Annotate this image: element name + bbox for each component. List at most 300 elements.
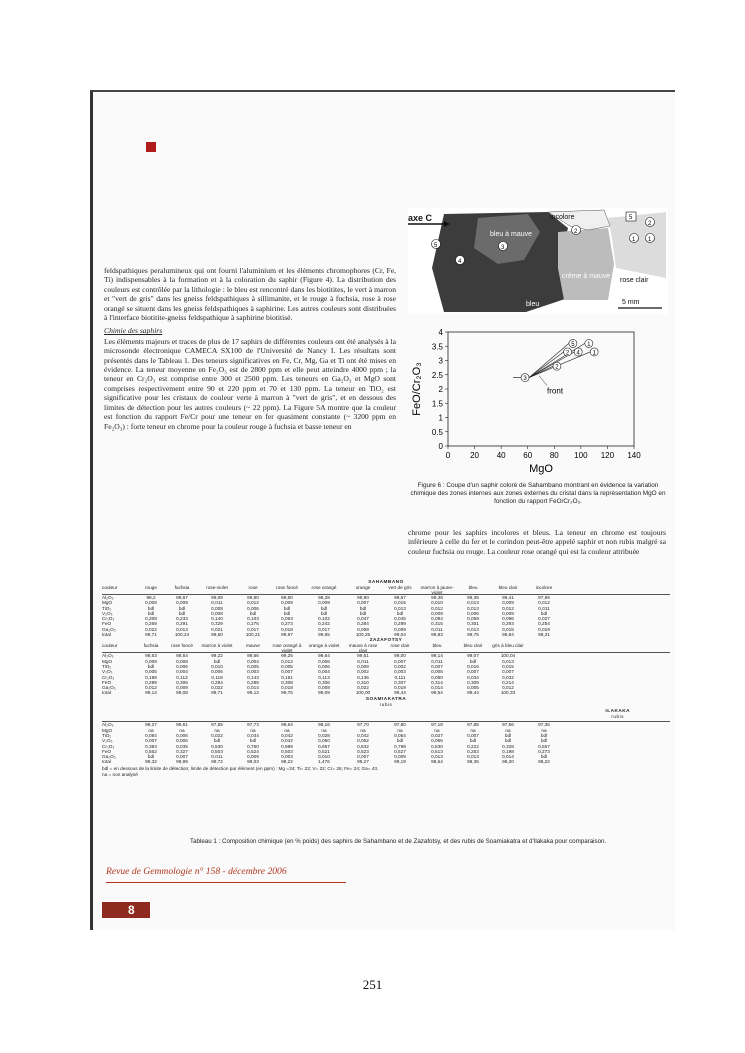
table-note: bdl = en dessous de la limite de détection; limite de détection par élément (en ppm) : Mg =34; Ti= 22; V= 22; Cr= 26; Fe= 24; Ga= 43. [102, 765, 379, 771]
table-cell: 0,013 [467, 605, 479, 611]
table-cell: 0,306 [176, 679, 188, 685]
table-header-cell: rose-violet [206, 585, 228, 590]
table-cell: 99,44 [467, 690, 479, 696]
svg-text:5: 5 [629, 215, 633, 221]
table-cell: 0,010 [318, 754, 330, 760]
table-cell: 0,005 [145, 669, 157, 675]
map-number-4 [456, 256, 465, 266]
table-header-cell: incolore [535, 585, 553, 590]
table-cell: 0,006 [318, 663, 330, 669]
table-cell: 0,557 [538, 743, 550, 749]
table-cell: 0,521 [318, 748, 330, 754]
y-tick-label: 0 [438, 442, 443, 451]
table-cell: TiO₂ [102, 663, 112, 669]
table-cell: 0,524 [247, 748, 259, 754]
point-connector [529, 343, 569, 377]
table-cell: 0,045 [394, 616, 406, 622]
table-cell: FeO [102, 621, 112, 627]
table-cell: 0,007 [502, 669, 514, 675]
table-cell: bdl [540, 738, 548, 744]
table-cell: 1,476 [318, 759, 330, 765]
scan-edge-top [90, 90, 675, 92]
table-cell: 0,008 [211, 605, 223, 611]
table-cell: 98,28 [318, 595, 330, 600]
map-axis-label: axe C [408, 213, 433, 223]
table-cell: 0,002 [357, 669, 369, 675]
data-point-label: 1 [587, 341, 591, 348]
table-cell: total [102, 632, 111, 638]
table-cell: bdl [504, 738, 512, 744]
table-cell: bdl [540, 754, 548, 760]
table-cell: 0,008 [211, 610, 223, 616]
table-cell: 0,005 [467, 685, 479, 691]
table-cell: 0,011 [431, 626, 443, 632]
table-cell: 0,008 [357, 626, 369, 632]
table-cell: 0,009 [247, 754, 259, 760]
table-cell: 0,013 [502, 658, 514, 664]
map-number-2b [572, 226, 581, 236]
plot-frame [448, 332, 634, 446]
table-cell: V₂O₃ [102, 610, 113, 616]
table-cell: 0,006 [176, 738, 188, 744]
table-cell: 0,188 [145, 674, 157, 680]
table-header-cell: couleur [102, 643, 118, 649]
table-header-cell: bleu [468, 585, 478, 590]
table-cell: 0,011 [357, 658, 369, 664]
table-section-title-2: ILAKAKA [605, 707, 630, 713]
table-header-cell: mauve à rose clair [348, 643, 378, 653]
front-annotation: front [547, 386, 564, 396]
table-cell: 0,310 [357, 679, 369, 685]
table-cell: 98,63 [145, 653, 157, 659]
table-cell: 0,009 [318, 685, 330, 691]
table-cell: 0,008 [145, 600, 157, 606]
y-tick-label: 1.5 [431, 399, 443, 409]
table-cell: 0,009 [176, 600, 188, 606]
table-cell: 0,273 [538, 748, 550, 754]
table-cell: 0,019 [538, 626, 550, 632]
table-cell: 0,293 [502, 621, 514, 627]
x-tick-label: 120 [600, 451, 615, 460]
table-header-cell: gris à bleu clair [492, 643, 524, 649]
footer-rule [106, 882, 346, 883]
table-notes [102, 766, 670, 778]
paragraph-1: feldspathiques peralumineux qui ont fourni l'aluminium et les éléments chromophores (Cr, Fe, Ti) indispensables à la formation et à la coloration du saphir (Figure 4). La distribution des couleurs est contrôlée par la lithologie : le bleu est rencontré dans les biotitites, le vert à marron et "vert de gris" dans les gneiss feldspathiques à sillimanite, et le rouge à fuchsia, rose à rose orangé se situent dans les gneiss feldspathiques à saphirine. Les autres couleurs sont distribuées à l'interface biotitite-gneiss feldspathique à saphirine biotitisé. [104, 266, 396, 323]
table-cell: 99,09 [318, 690, 330, 696]
table-cell: 98,31 [538, 632, 550, 638]
y-tick-label: 1 [438, 413, 443, 423]
table-cell: 99,41 [502, 595, 514, 600]
table-cell: 98,16 [318, 722, 330, 728]
table-row [102, 759, 670, 764]
table-cell: 0,004 [176, 669, 188, 675]
table-cell: 0,151 [281, 674, 293, 680]
table-cell: 0,276 [247, 621, 259, 627]
x-axis-label: MgO [529, 463, 553, 475]
table-cell: 0,015 [502, 663, 514, 669]
table-cell: 98,20 [502, 759, 514, 765]
table-cell: 99,19 [394, 759, 406, 765]
table-cell: bdl [147, 663, 155, 669]
table-cell: 0,530 [211, 743, 223, 749]
table-cell: 0,006 [467, 610, 479, 616]
table-cell: 0,059 [467, 616, 479, 622]
table-cell: 0,112 [176, 674, 188, 680]
scan-edge-left [90, 90, 93, 930]
table-cell: 98,35 [467, 759, 479, 765]
table-header-row [102, 643, 670, 653]
table-header-cell: orange [355, 585, 371, 590]
table-cell: 0,012 [502, 605, 514, 611]
table-cell: 98,66 [247, 653, 259, 659]
table-cell: 98,27 [145, 722, 157, 728]
x-tick-label: 140 [627, 451, 641, 460]
table-cell: total [102, 690, 111, 696]
x-tick-label: 20 [470, 451, 480, 460]
table-cell: 0,047 [357, 616, 369, 622]
table-cell: 0,009 [176, 685, 188, 691]
table-cell: na [214, 727, 220, 733]
svg-text:2: 2 [574, 229, 578, 235]
table-cell: 0,503 [281, 748, 293, 754]
table-cell: 99,2 [146, 595, 156, 600]
table-cell: 97,85 [467, 722, 479, 728]
table-header-cell: rose orangé à violet [272, 643, 302, 653]
table-cell: bdl [504, 732, 512, 738]
table-cell: 0,222 [467, 743, 479, 749]
table-cell: 0,513 [431, 748, 443, 754]
table-cell: 0,118 [211, 674, 223, 680]
map-scale-label: 5 mm [622, 299, 640, 306]
table-cell: na [505, 727, 511, 733]
table-cell: 0,327 [176, 748, 188, 754]
table-cell: 0,013 [467, 600, 479, 606]
table-cell: 100,04 [500, 653, 516, 659]
table-cell: 0,309 [467, 679, 479, 685]
table-header-cell: bleu clair [463, 643, 483, 649]
table-cell: 0,010 [211, 663, 223, 669]
table-cell: 0,017 [318, 626, 330, 632]
table-cell: 0,315 [431, 621, 443, 627]
table-cell: 0,208 [145, 616, 157, 622]
map-number-1a [630, 234, 639, 244]
table-cell: 0,008 [357, 663, 369, 669]
table-cell: 0,007 [394, 658, 406, 664]
data-point-label: 5 [571, 341, 575, 348]
table-cell: bdl [540, 610, 548, 616]
table-cell: V₂O₃ [102, 669, 113, 675]
table-cell: na [250, 727, 256, 733]
table-cell: 0,022 [211, 732, 223, 738]
table-cell: 0,006 [211, 669, 223, 675]
table-cell: 0,096 [502, 616, 514, 622]
table-header-cell: rose foncé [171, 643, 193, 649]
composition-table [102, 579, 670, 777]
table-cell: 0,102 [318, 616, 330, 622]
table-cell: 99,71 [145, 632, 157, 638]
table-cell: 0,113 [318, 674, 330, 680]
table-cell: 99,83 [431, 632, 443, 638]
table-cell: 98,64 [176, 653, 188, 659]
table-header-cell: rose [248, 585, 258, 590]
table-cell: 0,291 [176, 621, 188, 627]
table-cell: 0,798 [394, 743, 406, 749]
table-cell: 0,005 [281, 663, 293, 669]
table-cell: 99,51 [176, 722, 188, 728]
table-cell: 0,012 [281, 658, 293, 664]
table-section-subtitle-2: rubis [611, 713, 624, 719]
table-cell: 99,60 [211, 632, 223, 638]
table-cell: bdl [283, 605, 291, 611]
table-cell: 0,011 [431, 658, 443, 664]
table-cell: 0,299 [145, 679, 157, 685]
table-header-cell: rose orangé [311, 585, 337, 590]
table-cell: na [397, 727, 403, 733]
table-cell [526, 690, 562, 695]
front-pointer [539, 376, 547, 386]
svg-text:2: 2 [648, 221, 652, 227]
table-cell: 0,012 [247, 600, 259, 606]
table-header-cell: marron à violet [201, 643, 233, 649]
table-cell: 0,527 [394, 748, 406, 754]
table-cell: 99,08 [176, 690, 188, 696]
table-cell: 0,012 [145, 685, 157, 691]
table-cell: 0,007 [281, 669, 293, 675]
table-cell: na [360, 727, 366, 733]
table-cell: 0,006 [247, 605, 259, 611]
table-cell: 0,060 [318, 738, 330, 744]
table-cell: 0,012 [502, 685, 514, 691]
table-cell: bdl [147, 610, 155, 616]
table-header-cell: orange à violet [308, 643, 340, 649]
table-cell: 99,08 [211, 595, 223, 600]
table-cell: bdl [249, 610, 257, 616]
y-tick-label: 2.5 [431, 370, 443, 380]
table-cell: 0,003 [281, 754, 293, 760]
table-cell: 100,00 [355, 690, 371, 696]
table-cell: 0,523 [357, 748, 369, 754]
table-cell: 0,111 [394, 674, 406, 680]
table-cell: 0,034 [247, 732, 259, 738]
zone-light [558, 228, 614, 300]
table-cell: 0,140 [211, 616, 223, 622]
table-cell: 0,009 [318, 600, 330, 606]
table-cell: 0,284 [357, 621, 369, 627]
table-cell: 98,67 [394, 595, 406, 600]
section-heading: Chimie des saphirs [104, 326, 163, 336]
table-cell: 100,24 [174, 632, 190, 638]
table-cell: 0,018 [281, 626, 293, 632]
table-cell: 0,014 [502, 754, 514, 760]
table-cell: 0,035 [176, 743, 188, 749]
table-cell: 98,64 [318, 653, 330, 659]
table-cell: 0,009 [502, 610, 514, 616]
table-cell: Cr₂O₃ [102, 616, 115, 622]
table-cell: 97,80 [394, 722, 406, 728]
table-cell: 0,003 [394, 669, 406, 675]
table-cell: 0,253 [467, 748, 479, 754]
table-cell: bdl [178, 610, 186, 616]
table-cell: 0,027 [431, 732, 443, 738]
table-header-cell: rose clair [390, 643, 410, 649]
x-tick-label: 100 [574, 451, 588, 460]
table-header-cell: mauve [245, 643, 261, 649]
map-label-bleu-mauve: bleu à mauve [490, 231, 533, 238]
y-axis-label: FeO/Cr₂O₃ [411, 362, 423, 416]
table-cell: bdl [540, 732, 548, 738]
table-cell: 0,383 [145, 743, 157, 749]
table-cell: 0,233 [176, 616, 188, 622]
table-cell: 0,032 [502, 674, 514, 680]
table-cell: 99,71 [211, 690, 223, 696]
table-cell: 0,242 [318, 621, 330, 627]
table-cell: 0,013 [467, 754, 479, 760]
table-cell: bdl [178, 605, 186, 611]
table-cell: 99,14 [431, 653, 443, 659]
table-cell: 98,64 [281, 722, 293, 728]
map-number-5b [626, 212, 636, 221]
table-cell: na [284, 727, 290, 733]
map-label-incolore: incolore [550, 214, 575, 221]
journal-footer: Revue de Gemmologie n° 158 - décembre 2006 [106, 866, 287, 877]
table-cell: 0,009 [394, 626, 406, 632]
table-cell: 97,55 [211, 722, 223, 728]
table-cell: Ga₂O₃ [102, 626, 116, 632]
svg-text:3: 3 [501, 245, 505, 251]
x-tick-label: 40 [496, 451, 506, 460]
table-cell: bdl [359, 610, 367, 616]
table-cell: na [541, 727, 547, 733]
table-cell: bdl [359, 605, 367, 611]
table-cell: 0,019 [394, 685, 406, 691]
y-tick-label: 3.5 [431, 342, 443, 352]
data-point-label: 1 [592, 350, 596, 357]
table-cell: 99,51 [357, 653, 369, 659]
table-cell: 97,70 [357, 722, 369, 728]
table-cell: FeO [102, 748, 112, 754]
table-cell: 0,042 [281, 732, 293, 738]
table-cell: 0,273 [281, 621, 293, 627]
y-tick-label: 4 [438, 328, 443, 337]
table-cell: 99,27 [357, 759, 369, 765]
table-cell: 99,75 [467, 632, 479, 638]
table-cell: FeO [102, 679, 112, 685]
data-point-label: 4 [576, 350, 580, 357]
table-cell: 100,21 [245, 632, 261, 638]
table-cell: 0,028 [318, 732, 330, 738]
table-cell: 0,009 [281, 600, 293, 606]
table-cell: 0,004 [318, 669, 330, 675]
table-section-title: SAHAMBANO [368, 579, 404, 584]
table-cell: 0,034 [467, 674, 479, 680]
table-cell: Al₂O₃ [102, 722, 114, 728]
table-cell: 0,989 [281, 743, 293, 749]
table-header-cell: bleu [432, 643, 442, 649]
table-cell: 97,66 [502, 722, 514, 728]
table-cell: 99,99 [176, 759, 188, 765]
table-cell: 0,012 [431, 605, 443, 611]
table-cell: 0,017 [247, 626, 259, 632]
section-marker-square [146, 142, 156, 152]
table-cell: 0,013 [394, 605, 406, 611]
table-cell: 99,32 [145, 759, 157, 765]
table-cell: 0,198 [502, 748, 514, 754]
table-cell: 0,750 [247, 743, 259, 749]
table-cell: TiO₂ [102, 732, 112, 738]
table-cell: 99,44 [394, 690, 406, 696]
table-cell: 0,022 [211, 685, 223, 691]
map-label-bleu: bleu [526, 301, 540, 308]
table-cell: 97,35 [538, 722, 550, 728]
figure-caption: Figure 6 : Coupe d'un saphir coloré de Sahambano montrant en évidence la variation chimique des zones internes aux zones externes du cristal dans la représentation MgO en fonction du rapport FeO/Cr₂O₃. [410, 482, 666, 506]
table-header-cell: marron à jaune-violet [420, 585, 454, 594]
table-cell: 97,18 [431, 722, 443, 728]
table-cell: 0,066 [431, 738, 443, 744]
table-header-cell: rouge [145, 585, 157, 590]
table-header-row [102, 585, 670, 595]
table-cell: 0,136 [357, 674, 369, 680]
table-cell: 0,832 [357, 743, 369, 749]
table-header-cell: fuchsia [174, 585, 190, 590]
table-section-title: ZAZAFOTSY [369, 637, 403, 643]
svg-text:1: 1 [632, 237, 636, 243]
table-cell: 99,03 [247, 759, 259, 765]
table-cell: 0,007 [357, 754, 369, 760]
table-cell: bdl [147, 605, 155, 611]
table-cell: na [148, 727, 154, 733]
table-cell: 0,329 [211, 621, 223, 627]
zone-pale [608, 212, 666, 278]
table-cell: 0,008 [176, 658, 188, 664]
table-cell: Al₂O₃ [102, 653, 114, 659]
table-cell: 0,307 [394, 679, 406, 685]
table-cell: 0,007 [176, 754, 188, 760]
table-cell: 0,022 [357, 685, 369, 691]
table-cell: 0,254 [538, 621, 550, 627]
table-cell: bdl [469, 738, 477, 744]
table-cell: 99,60 [281, 595, 293, 600]
table-cell: 0,007 [467, 732, 479, 738]
table-cell: Ga₂O₃ [102, 685, 116, 691]
x-tick-label: 60 [523, 451, 533, 460]
page-number: 251 [362, 977, 383, 992]
table-cell: bdl [213, 738, 221, 744]
table-caption: Tableau 1 : Composition chimique (en % poids) des saphirs de Sahambano et de Zazafotsy, et des rubis de Soamiakatra et d'Ilakaka pour comparaison. [190, 838, 607, 845]
table-header-cell [526, 643, 562, 652]
svg-text:1: 1 [648, 237, 652, 243]
table-cell: 0,084 [145, 732, 157, 738]
y-tick-label: 2 [438, 385, 443, 394]
table-cell: 97,73 [247, 722, 259, 728]
table-cell: 0,054 [394, 732, 406, 738]
table-cell: na [179, 727, 185, 733]
article-left-column [104, 266, 396, 431]
table-cell: 0,005 [247, 663, 259, 669]
table-cell: 0,002 [394, 663, 406, 669]
table-cell: total [102, 759, 111, 765]
table-cell: 0,007 [467, 669, 479, 675]
table-cell: MgO [102, 658, 113, 664]
table-cell: 0,289 [394, 621, 406, 627]
table-cell: 99,25 [281, 653, 293, 659]
table-cell: 0,006 [176, 663, 188, 669]
table-cell: 98,64 [431, 759, 443, 765]
table-cell: 0,013 [431, 754, 443, 760]
table-cell: 0,269 [145, 621, 157, 627]
table-cell: 99,07 [467, 653, 479, 659]
table-cell: 98,22 [538, 759, 550, 765]
table-cell: 0,007 [357, 600, 369, 606]
